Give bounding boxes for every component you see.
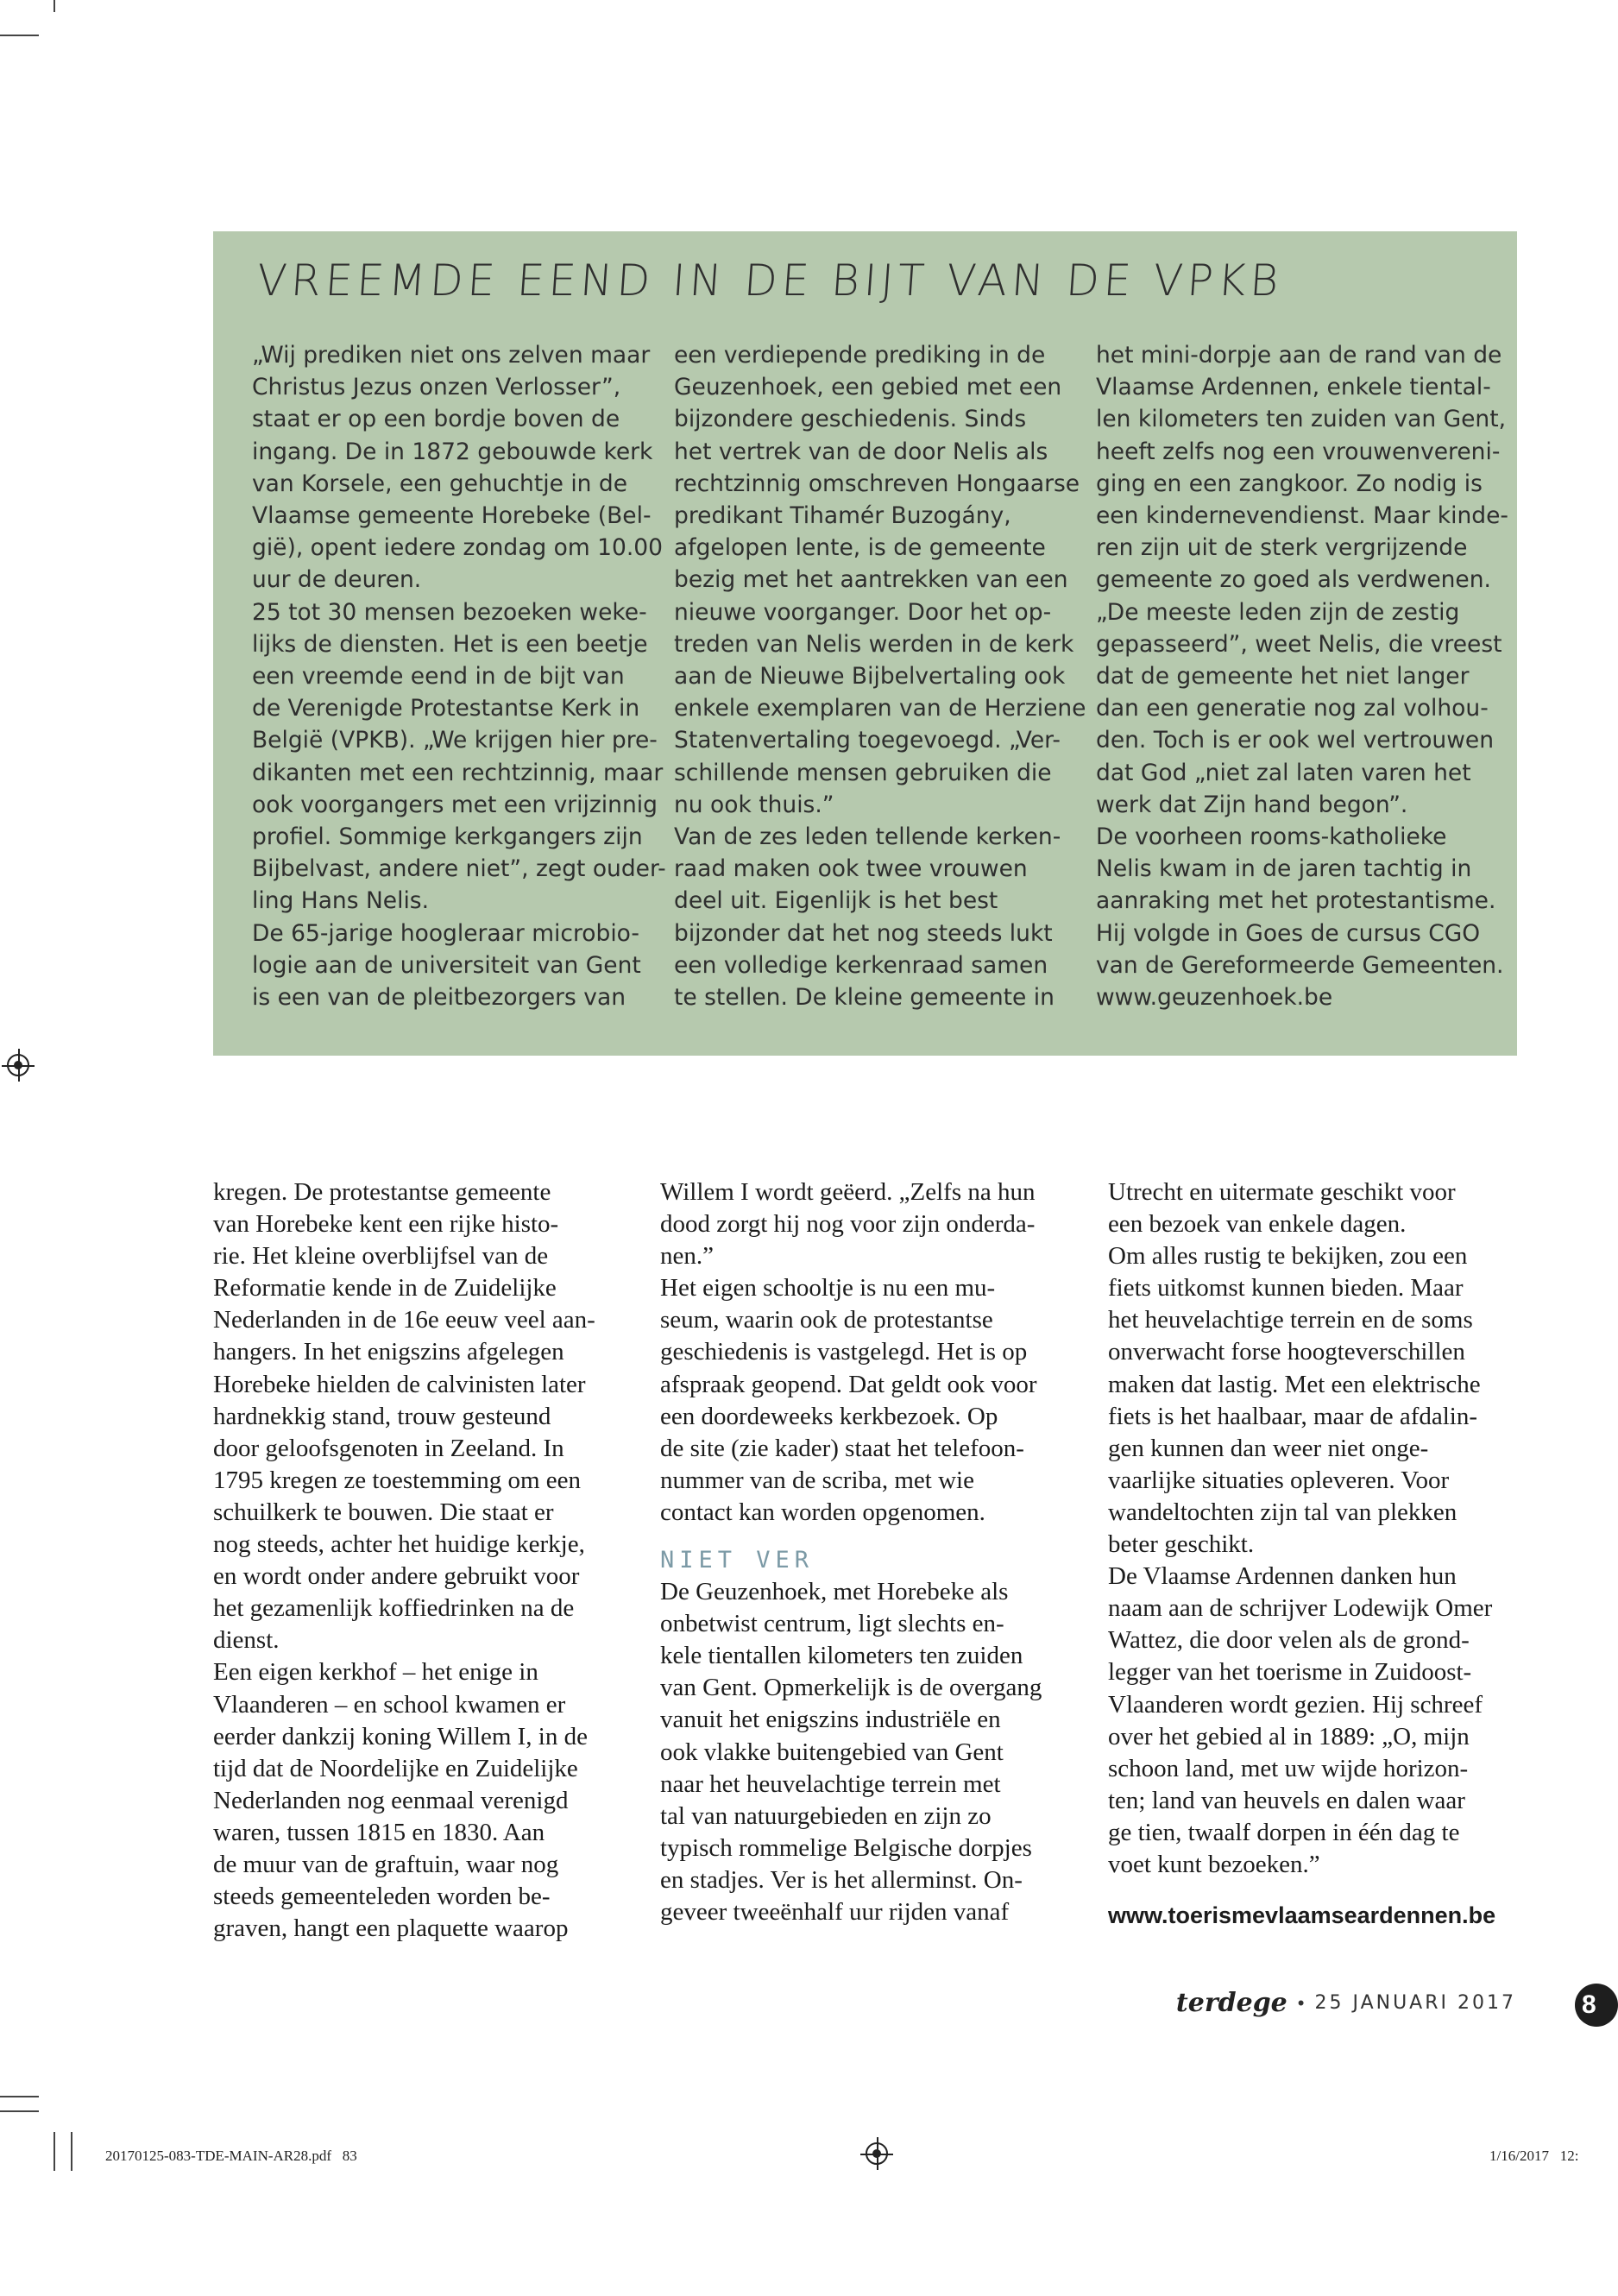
text-line: uur de deuren. [252, 566, 422, 594]
crop-mark [0, 2096, 39, 2097]
text-line: geschiedenis is vastgelegd. Het is op [660, 1338, 1028, 1366]
text-line: Nederlanden nog eenmaal verenigd [213, 1786, 569, 1814]
text-line: profiel. Sommige kerkgangers zijn [252, 823, 643, 851]
text-line: Vlaamse gemeente Horebeke (Bel- [252, 502, 652, 530]
text-line: nen.” [660, 1242, 714, 1271]
article-column-2-bottom [660, 1576, 1092, 1928]
text-line: gië), opent iedere zondag om 10.00 [252, 534, 663, 562]
text-line: „De meeste leden zijn de zestig [1096, 598, 1460, 626]
text-line: schillende mensen gebruiken die [674, 759, 1052, 786]
crop-mark [71, 2132, 72, 2171]
text-line: Nederlanden in de 16e eeuw veel aan- [213, 1306, 595, 1334]
text-line: tal van natuurgebieden en zijn zo [660, 1801, 992, 1830]
text-line: logie aan de universiteit van Gent [252, 951, 641, 979]
text-line: gemeente zo goed als verdwenen. [1096, 566, 1491, 594]
text-line: is een van de pleitbezorgers van [252, 984, 626, 1012]
text-line: het gezamenlijk koffiedrinken na de [213, 1594, 575, 1623]
text-line: bijzonder dat het nog steeds lukt [674, 919, 1053, 947]
text-line: naam aan de schrijver Lodewijk Omer [1108, 1594, 1493, 1623]
text-line: de muur van de graftuin, waar nog [213, 1850, 559, 1878]
text-line: treden van Nelis werden in de kerk [674, 630, 1074, 658]
text-line: Bijbelvast, andere niet”, zegt ouder- [252, 855, 666, 883]
text-line: het mini-dorpje aan de rand van de [1096, 342, 1502, 369]
text-line: ten; land van heuvels en dalen waar [1108, 1786, 1465, 1814]
text-line: 25 tot 30 mensen bezoeken weke- [252, 598, 647, 626]
text-line: seum, waarin ook de protestantse [660, 1306, 993, 1334]
text-line: door geloofsgenoten in Zeeland. In [213, 1434, 564, 1462]
magazine-brand: terdege [1175, 1988, 1287, 2018]
text-line: beter geschikt. [1108, 1530, 1255, 1559]
crop-mark [54, 0, 55, 12]
text-line: wandeltochten zijn tal van plekken [1108, 1498, 1457, 1526]
text-line: den. Toch is er ook wel vertrouwen [1096, 727, 1494, 754]
text-line: ging en een zangkoor. Zo nodig is [1096, 470, 1483, 497]
text-line: nummer van de scriba, met wie [660, 1466, 974, 1494]
sidebar-column-3 [1096, 339, 1508, 1013]
text-line: schuilkerk te bouwen. Die staat er [213, 1498, 554, 1526]
print-slug-timestamp: 1/16/2017 12: [1489, 2148, 1579, 2164]
text-line: fiets uitkomst kunnen bieden. Maar [1108, 1274, 1464, 1303]
text-line: te stellen. De kleine gemeente in [674, 984, 1055, 1012]
text-line: Christus Jezus onzen Verlosser”, [252, 374, 621, 401]
text-line: over het gebied al in 1889: „O, mijn [1108, 1722, 1470, 1750]
text-line: een kindernevendienst. Maar kinde- [1096, 502, 1508, 530]
article-column-2-top [660, 1176, 1092, 1529]
crop-mark [0, 2110, 39, 2112]
text-line: van Horebeke kent een rijke histo- [213, 1210, 559, 1239]
text-line: ren zijn uit de sterk vergrijzende [1096, 534, 1468, 562]
text-line: aanraking met het protestantisme. [1096, 887, 1496, 915]
text-line: van de Gereformeerde Gemeenten. [1096, 951, 1504, 979]
text-line: naar het heuvelachtige terrein met [660, 1769, 1001, 1798]
text-line: maken dat lastig. Met een elektrische [1108, 1370, 1481, 1398]
text-line: „Wij prediken niet ons zelven maar [252, 342, 651, 369]
text-line: Horebeke hielden de calvinisten later [213, 1370, 586, 1398]
text-line: gen kunnen dan weer niet onge- [1108, 1434, 1429, 1462]
text-line: De Vlaamse Ardennen danken hun [1108, 1562, 1457, 1591]
text-line: legger van het toerisme in Zuidoost- [1108, 1658, 1472, 1687]
text-line: ook voorgangers met een vrijzinnig [252, 791, 658, 818]
text-line: het vertrek van de door Nelis als [674, 438, 1048, 465]
text-line: en wordt onder andere gebruikt voor [213, 1562, 580, 1591]
text-line: afspraak geopend. Dat geldt ook voor [660, 1370, 1037, 1398]
text-line: een volledige kerkenraad samen [674, 951, 1048, 979]
text-line: nieuwe voorganger. Door het op- [674, 598, 1052, 626]
text-line: aan de Nieuwe Bijbelvertaling ook [674, 663, 1066, 691]
text-line: vaarlijke situaties opleveren. Voor [1108, 1466, 1450, 1494]
text-line: Vlaanderen wordt gezien. Hij schreef [1108, 1690, 1483, 1719]
text-line: ge tien, twaalf dorpen in één dag te [1108, 1818, 1460, 1846]
website-link[interactable]: www.toerismevlaamseardennen.be [1108, 1902, 1496, 1929]
text-line: kregen. De protestantse gemeente [213, 1178, 551, 1206]
text-line: van Korsele, een gehuchtje in de [252, 470, 628, 497]
text-line: dienst. [213, 1626, 280, 1655]
text-line: Willem I wordt geëerd. „Zelfs na hun [660, 1178, 1036, 1206]
text-line: Een eigen kerkhof – het enige in [213, 1658, 538, 1687]
text-line: steeds gemeenteleden worden be- [213, 1883, 551, 1911]
text-line: contact kan worden opgenomen. [660, 1498, 985, 1526]
text-line: ook vlakke buitengebied van Gent [660, 1738, 1004, 1766]
text-line: de site (zie kader) staat het telefoon- [660, 1434, 1024, 1462]
text-line: Utrecht en uitermate geschikt voor [1108, 1178, 1456, 1206]
sidebar-title: VREEMDE EEND IN DE BIJT VAN DE VPKB [255, 255, 1285, 306]
text-line: De voorheen rooms-katholieke [1096, 823, 1447, 851]
text-line: Geuzenhoek, een gebied met een [674, 374, 1062, 401]
text-line: een bezoek van enkele dagen. [1108, 1210, 1407, 1239]
print-slug-filename: 20170125-083-TDE-MAIN-AR28.pdf 83 [105, 2148, 357, 2164]
text-line: Hij volgde in Goes de cursus CGO [1096, 919, 1481, 947]
text-line: staat er op een bordje boven de [252, 406, 620, 433]
text-line: graven, hangt een plaquette waarop [213, 1914, 569, 1943]
text-line: www.geuzenhoek.be [1096, 984, 1333, 1012]
text-line: dat de gemeente het niet langer [1096, 663, 1470, 691]
text-line: dat God „niet zal laten varen het [1096, 759, 1471, 786]
text-line: Vlaanderen – en school kwamen er [213, 1690, 566, 1719]
text-line: Vlaamse Ardennen, enkele tiental- [1096, 374, 1491, 401]
article-column-1 [213, 1176, 645, 1945]
text-line: rechtzinnig omschreven Hongaarse [674, 470, 1080, 497]
text-line: en stadjes. Ver is het allerminst. On- [660, 1865, 1023, 1894]
text-line: onverwacht forse hoogteverschillen [1108, 1338, 1465, 1366]
text-line: dan een generatie nog zal volhou- [1096, 695, 1489, 722]
text-line: predikant Tihamér Buzogány, [674, 502, 1011, 530]
text-line: schoon land, met uw wijde horizon- [1108, 1754, 1469, 1782]
text-line: waren, tussen 1815 en 1830. Aan [213, 1818, 545, 1846]
registration-mark-icon [866, 2142, 888, 2165]
sidebar-column-2 [674, 339, 1086, 1013]
text-line: Reformatie kende in de Zuidelijke [213, 1274, 557, 1303]
text-line: hangers. In het enigszins afgelegen [213, 1338, 564, 1366]
text-line: len kilometers ten zuiden van Gent, [1096, 406, 1507, 433]
article-column-2 [660, 1176, 1092, 1928]
text-line: Wattez, die door velen als de grond- [1108, 1626, 1470, 1655]
text-line: typisch rommelige Belgische dorpjes [660, 1833, 1032, 1862]
text-line: fiets is het haalbaar, maar de afdalin- [1108, 1402, 1477, 1430]
text-line: van Gent. Opmerkelijk is de overgang [660, 1674, 1042, 1702]
text-line: Van de zes leden tellende kerken- [674, 823, 1061, 851]
text-line: Nelis kwam in de jaren tachtig in [1096, 855, 1472, 883]
folio-separator: • [1297, 1991, 1305, 2014]
text-line: afgelopen lente, is de gemeente [674, 534, 1046, 562]
text-line: nog steeds, achter het huidige kerkje, [213, 1530, 585, 1559]
text-line: werk dat Zijn hand begon”. [1096, 791, 1408, 818]
text-line: eerder dankzij koning Willem I, in de [213, 1722, 588, 1750]
text-line: enkele exemplaren van de Herziene [674, 695, 1086, 722]
text-line: hardnekkig stand, trouw gesteund [213, 1402, 551, 1430]
text-line: ingang. De in 1872 gebouwde kerk [252, 438, 653, 465]
article-column-3 [1108, 1176, 1539, 1932]
text-line: nu ook thuis.” [674, 791, 834, 818]
text-line: rie. Het kleine overblijfsel van de [213, 1242, 549, 1271]
crop-mark [0, 35, 39, 36]
text-line: De 65-jarige hoogleraar microbio- [252, 919, 639, 947]
text-line: voet kunt bezoeken.” [1108, 1850, 1320, 1878]
text-line: een verdiepende prediking in de [674, 342, 1046, 369]
text-line: een vreemde eend in de bijt van [252, 663, 625, 691]
text-line: Statenvertaling toegevoegd. „Ver- [674, 727, 1061, 754]
text-line: België (VPKB). „We krijgen hier pre- [252, 727, 658, 754]
article-column-3-text [1108, 1176, 1539, 1881]
text-line: Het eigen schooltje is nu een mu- [660, 1274, 996, 1303]
section-subhead: NIET VER [660, 1547, 815, 1574]
text-line: vanuit het enigszins industriële en [660, 1706, 1001, 1734]
registration-mark-icon [7, 1054, 29, 1076]
text-line: kele tientallen kilometers ten zuiden [660, 1642, 1023, 1670]
folio [1176, 1988, 1516, 2018]
text-line: tijd dat de Noordelijke en Zuidelijke [213, 1754, 578, 1782]
text-line: lijks de diensten. Het is een beetje [252, 630, 648, 658]
text-line: 1795 kregen ze toestemming om een [213, 1466, 582, 1494]
text-line: Om alles rustig te bekijken, zou een [1108, 1242, 1468, 1271]
text-line: onbetwist centrum, ligt slechts en- [660, 1610, 1004, 1638]
text-line: het heuvelachtige terrein en de soms [1108, 1306, 1473, 1334]
page-number: 8 [1575, 1984, 1618, 2027]
text-line: een doordeweeks kerkbezoek. Op [660, 1402, 998, 1430]
text-line: de Verenigde Protestantse Kerk in [252, 695, 640, 722]
text-line: bezig met het aantrekken van een [674, 566, 1068, 594]
text-line: gepasseerd”, weet Nelis, die vreest [1096, 630, 1502, 658]
text-line: deel uit. Eigenlijk is het best [674, 887, 998, 915]
issue-date: 25 JANUARI 2017 [1314, 1992, 1516, 2014]
text-line: ling Hans Nelis. [252, 887, 430, 915]
text-line: dood zorgt hij nog voor zijn onderda- [660, 1210, 1036, 1239]
text-line: geveer tweeënhalf uur rijden vanaf [660, 1897, 1010, 1926]
text-line: heeft zelfs nog een vrouwenvereni- [1096, 438, 1501, 465]
text-line: dikanten met een rechtzinnig, maar [252, 759, 664, 786]
text-line: bijzondere geschiedenis. Sinds [674, 406, 1027, 433]
text-line: De Geuzenhoek, met Horebeke als [660, 1578, 1009, 1606]
sidebar-column-1 [252, 339, 666, 1013]
text-line: raad maken ook twee vrouwen [674, 855, 1028, 883]
crop-mark [54, 2132, 55, 2171]
